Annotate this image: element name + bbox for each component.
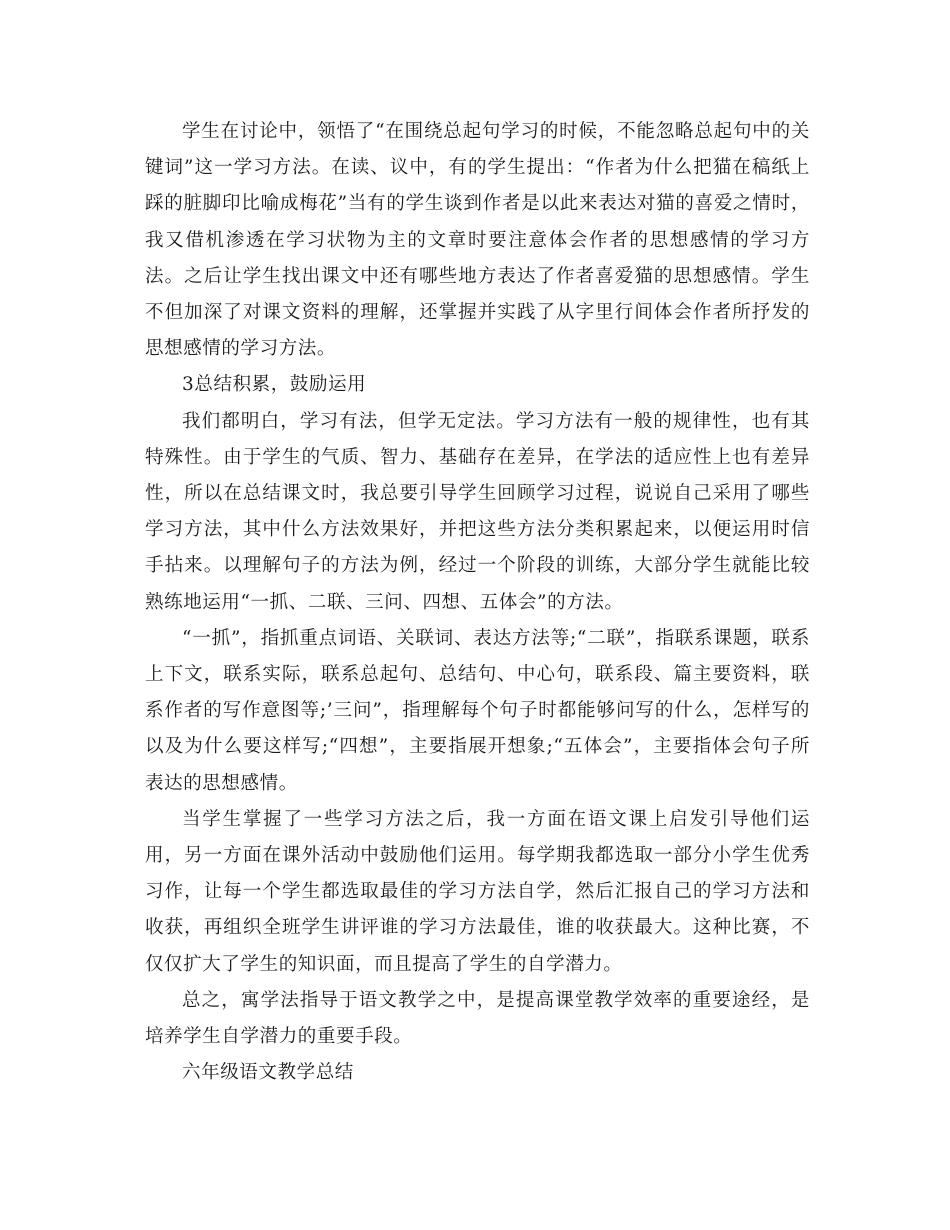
section-heading-3: 3总结积累，鼓励运用: [182, 374, 367, 396]
document-body: [145, 114, 810, 1091]
paragraph-five-methods: “一抓”，指抓重点词语、关联词、表达方法等;“二联”，指联系课题，联系上下文，联系实际，联系总起句、总结句、中心句，联系段、篇主要资料，联系作者的写作意图等;’三问”，指理解每个句子时都能够问写的什么，怎样写的以及为什么要这样写;“四想”，主要指展开想象;“五体会”，主要指体会句子所表达的思想感情。: [145, 627, 810, 794]
paragraph-learning-methods: 我们都明白，学习有法，但学无定法。学习方法有一般的规律性，也有其特殊性。由于学生的气质、智力、基础存在差异，在学法的适应性上也有差异性，所以在总结课文时，我总要引导学生回顾学习过程，说说自己采用了哪些学习方法，其中什么方法效果好，并把这些方法分类积累起来，以便运用时信手拈来。以理解句子的方法为例，经过一个阶段的训练，大部分学生就能比较熟练地运用“一抓、二联、三问、四想、五体会”的方法。: [145, 410, 810, 613]
paragraph-conclusion: 总之，寓学法指导于语文教学之中，是提高课堂教学效率的重要途经，是培养学生自学潜力的重要手段。: [145, 989, 810, 1048]
paragraph-application: 当学生掌握了一些学习方法之后，我一方面在语文课上启发引导他们运用，另一方面在课外活动中鼓励他们运用。每学期我都选取一部分小学生优秀习作，让每一个学生都选取最佳的学习方法自学，然后汇报自己的学习方法和收获，再组织全班学生讲评谁的学习方法最佳，谁的收获最大。这种比赛，不仅仅扩大了学生的知识面，而且提高了学生的自学潜力。: [145, 808, 810, 975]
paragraph-discussion: 学生在讨论中，领悟了“在围绕总起句学习的时候，不能忽略总起句中的关键词”这一学习方法。在读、议中，有的学生提出：“作者为什么把猫在稿纸上踩的脏脚印比喻成梅花”当有的学生谈到作者是以此来表达对猫的喜爱之情时，我又借机渗透在学习状物为主的文章时要注意体会作者的思想感情的学习方法。之后让学生找出课文中还有哪些地方表达了作者喜爱猫的思想感情。学生不但加深了对课文资料的理解，还掌握并实践了从字里行间体会作者所抒发的思想感情的学习方法。: [145, 121, 810, 360]
next-section-title: 六年级语文教学总结: [182, 1062, 354, 1084]
